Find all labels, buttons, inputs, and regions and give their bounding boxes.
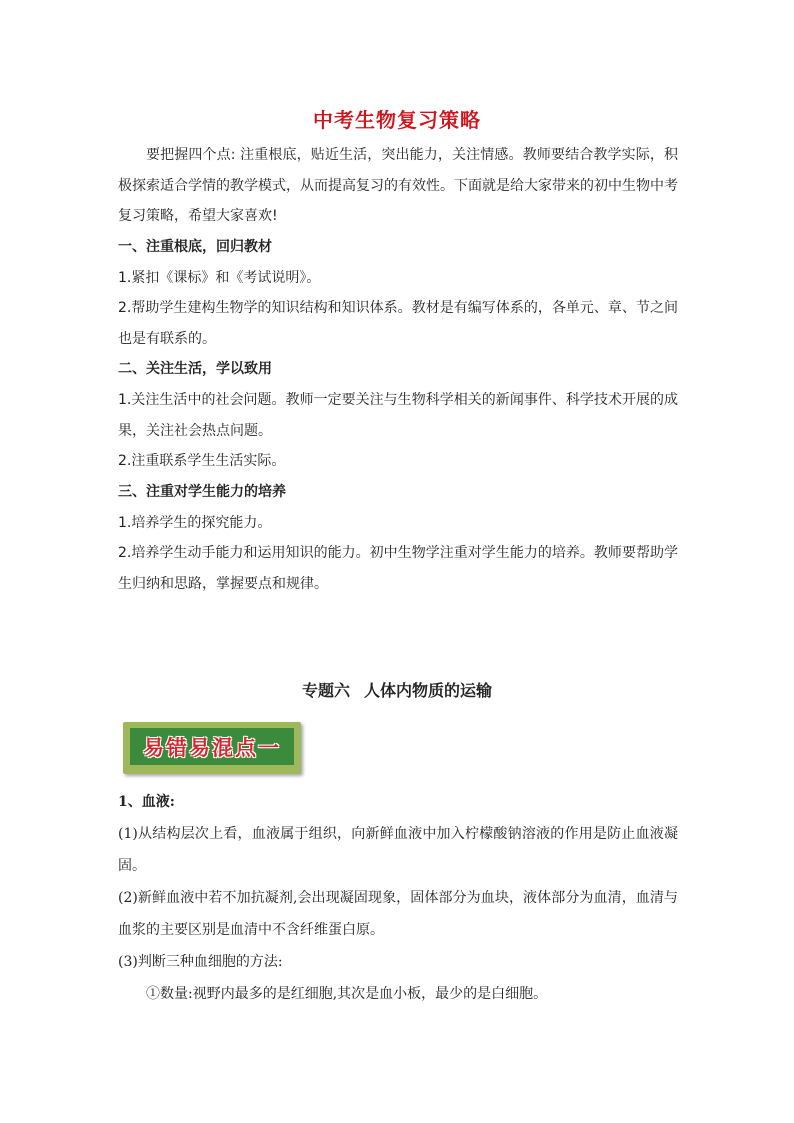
blood-heading: 1、血液: — [118, 794, 175, 810]
blood-item-3: (3)判断三种血细胞的方法: — [118, 954, 283, 970]
blood-section — [118, 786, 678, 1010]
topic-title — [0, 678, 794, 701]
section-3-item-1: 1.培养学生的探究能力。 — [118, 514, 272, 531]
section-heading-3: 三、注重对学生能力的培养 — [118, 483, 286, 500]
topic-name: 人体内物质的运输 — [364, 681, 493, 700]
section-1-item-1: 1.紧扣《课标》和《考试说明》。 — [118, 269, 321, 286]
section-heading-1: 一、注重根底，回归教材 — [118, 238, 272, 255]
banner-label: 易错易混点一 — [130, 728, 294, 765]
section-3-item-2: 2.培养学生动手能力和运用知识的能力。初中生物学注重对学生能力的培养。教师要帮助学生归纳和思路，掌握要点和规律。 — [118, 545, 678, 592]
topic-label: 专题六 — [301, 681, 350, 700]
section-2-item-1: 1.关注生活中的社会问题。教师一定要关注与生物科学相关的新闻事件、科学技术开展的成果，关注社会热点问题。 — [118, 392, 678, 439]
article-body — [118, 140, 678, 599]
section-2-item-2: 2.注重联系学生生活实际。 — [118, 453, 286, 469]
blood-item-2: (2)新鲜血液中若不加抗凝剂,会出现凝固现象，固体部分为血块，液体部分为血清，血清与血浆的主要区别是血清中不含纤维蛋白原。 — [118, 890, 678, 938]
blood-item-1: (1)从结构层次上看，血液属于组织，向新鲜血液中加入柠檬酸钠溶液的作用是防止血液凝固。 — [118, 826, 678, 874]
section-1-item-2: 2.帮助学生建构生物学的知识结构和知识体系。教材是有编写体系的，各单元、章、节之间也是有联系的。 — [118, 300, 678, 347]
error-point-banner — [123, 722, 301, 774]
page-title: 中考生物复习策略 — [313, 108, 481, 132]
blood-sub-item: ①数量:视野内最多的是红细胞,其次是血小板，最少的是白细胞。 — [146, 986, 548, 1002]
intro-paragraph: 要把握四个点: 注重根底，贴近生活，突出能力，关注情感。教师要结合教学实际，积极探索适合学情的教学模式，从而提高复习的有效性。下面就是给大家带来的初中生物中考复习策略，希望大家喜欢! — [118, 147, 678, 224]
section-heading-2: 二、关注生活，学以致用 — [118, 361, 272, 377]
